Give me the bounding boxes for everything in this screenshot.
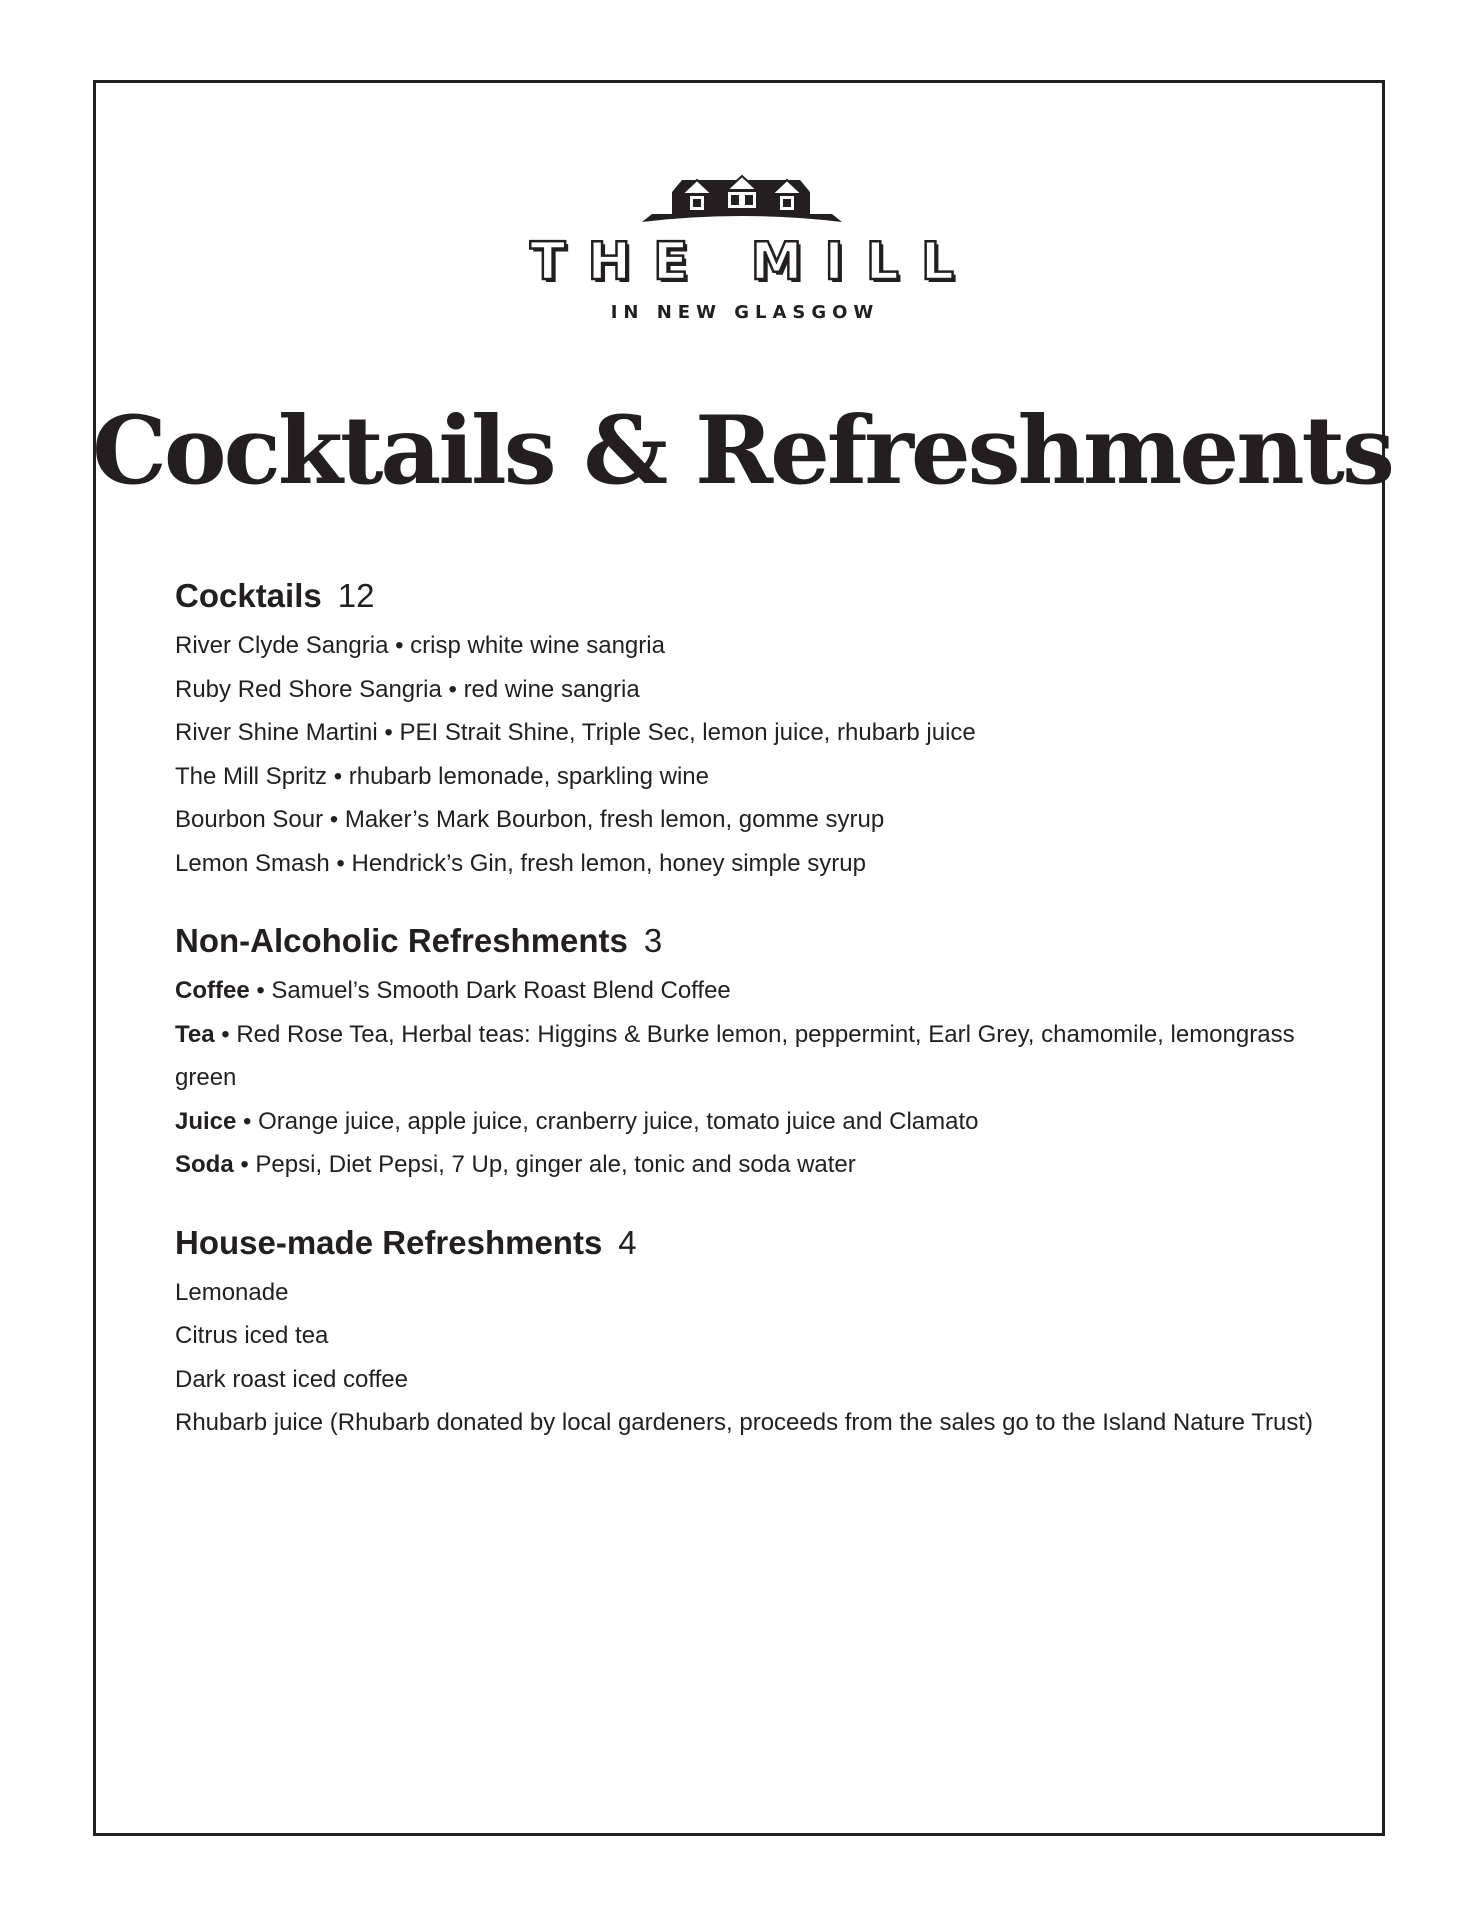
item-description: • Pepsi, Diet Pepsi, 7 Up, ginger ale, tonic and soda water: [233, 1151, 856, 1178]
menu-item: [175, 1100, 1325, 1144]
item-name: Juice: [175, 1107, 237, 1135]
menu-item: Lemonade: [175, 1278, 289, 1306]
item-name: Soda: [175, 1151, 234, 1178]
item-name: Tea: [175, 1020, 215, 1048]
menu-item: [175, 1013, 1325, 1100]
item-name: Coffee: [175, 977, 250, 1004]
item-description: • Samuel’s Smooth Dark Roast Blend Coffee: [249, 977, 731, 1004]
section-title: Cocktails: [175, 577, 322, 614]
menu-item: River Clyde Sangria • crisp white wine sangria: [175, 632, 665, 659]
section-heading: [175, 572, 1325, 620]
menu-content: [175, 572, 1325, 1477]
section-house-made: [175, 1219, 1325, 1445]
section-heading: [175, 917, 1325, 965]
menu-item: Ruby Red Shore Sangria • red wine sangria: [175, 675, 640, 703]
menu-item: Citrus iced tea: [175, 1322, 329, 1349]
section-non-alcoholic: [175, 917, 1325, 1187]
page-title: Cocktails & Refreshments: [92, 396, 1392, 506]
section-cocktails: [175, 572, 1325, 885]
item-description: • Orange juice, apple juice, cranberry juice, tomato juice and Clamato: [236, 1107, 979, 1135]
mill-building-icon: [642, 172, 842, 224]
menu-item: The Mill Spritz • rhubarb lemonade, sparkling wine: [175, 762, 709, 790]
menu-item: River Shine Martini • PEI Strait Shine, Triple Sec, lemon juice, rhubarb juice: [175, 719, 976, 746]
section-price: 3: [643, 922, 663, 959]
section-heading: [175, 1219, 1325, 1267]
menu-item: [175, 969, 1325, 1013]
menu-item: Dark roast iced coffee: [175, 1365, 409, 1393]
menu-item: Bourbon Sour • Maker’s Mark Bourbon, fresh lemon, gomme syrup: [175, 806, 885, 833]
section-price: 12: [337, 577, 375, 614]
section-title: Non-Alcoholic Refreshments: [175, 922, 628, 959]
logo-subtitle: IN NEW GLASGOW: [610, 302, 880, 323]
menu-item: Rhubarb juice (Rhubarb donated by local gardeners, proceeds from the sales go to the Island Nature Trust): [175, 1409, 1313, 1436]
logo: [0, 172, 1484, 322]
menu-item: Lemon Smash • Hendrick’s Gin, fresh lemon, honey simple syrup: [175, 849, 866, 877]
item-description: • Red Rose Tea, Herbal teas: Higgins & Burke lemon, peppermint, Earl Grey, chamomile, lemongrass green: [175, 1020, 1295, 1091]
section-title: House-made Refreshments: [175, 1223, 603, 1261]
menu-item: [175, 1143, 1325, 1187]
section-price: 4: [618, 1223, 637, 1261]
logo-name: THE MILL: [530, 232, 976, 292]
